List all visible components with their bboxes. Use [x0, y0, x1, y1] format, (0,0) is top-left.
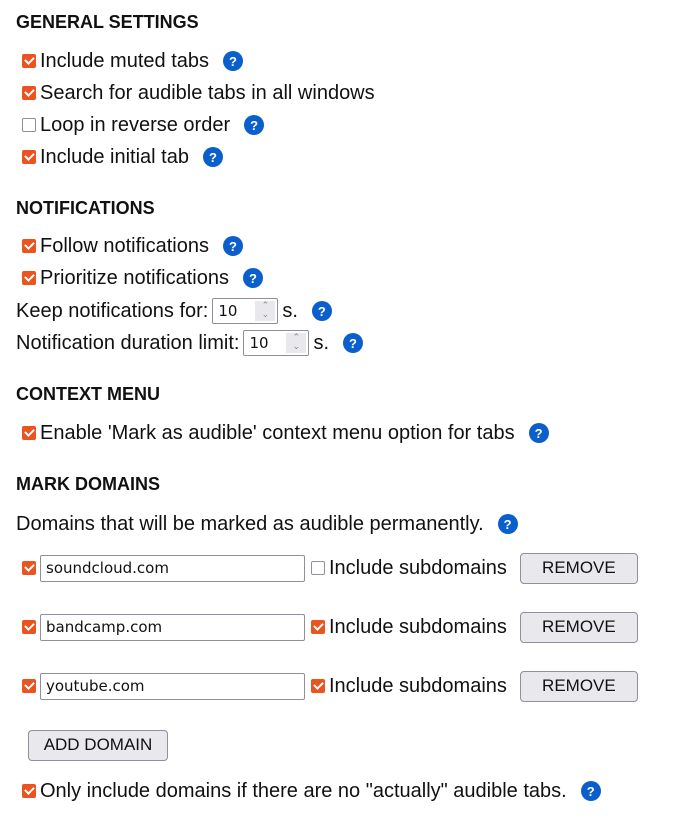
help-icon[interactable]: ? — [498, 514, 518, 534]
option-prioritize-notifications[interactable] — [16, 263, 263, 293]
checkbox[interactable] — [22, 54, 36, 68]
input-value: 10 — [249, 334, 269, 352]
option-label: Only include domains if there are no "actually" audible tabs. — [40, 779, 567, 802]
checkbox[interactable] — [22, 150, 36, 164]
option-label: Include initial tab — [40, 145, 189, 168]
remove-button[interactable]: REMOVE — [520, 671, 638, 702]
checkbox[interactable] — [22, 426, 36, 440]
notifications-heading: NOTIFICATIONS — [16, 198, 155, 218]
mark-domains-description — [16, 509, 518, 539]
keep-notifications-input[interactable] — [212, 298, 278, 324]
option-include-muted-tabs[interactable] — [16, 46, 243, 76]
subdomains-checkbox[interactable] — [311, 620, 325, 634]
domain-row — [16, 612, 638, 642]
option-loop-reverse[interactable] — [16, 110, 264, 140]
help-icon[interactable]: ? — [223, 51, 243, 71]
help-icon[interactable]: ? — [203, 147, 223, 167]
add-domain-button[interactable]: ADD DOMAIN — [28, 730, 168, 761]
limit-label: Notification duration limit: — [16, 331, 240, 354]
subdomains-checkbox[interactable] — [311, 561, 325, 575]
keep-label: Keep notifications for: — [16, 299, 209, 322]
remove-button[interactable]: REMOVE — [520, 553, 638, 584]
remove-button[interactable]: REMOVE — [520, 612, 638, 643]
description-text: Domains that will be marked as audible permanently. — [16, 512, 484, 535]
subdomains-label: Include subdomains — [329, 674, 507, 697]
subdomains-label: Include subdomains — [329, 615, 507, 638]
help-icon[interactable]: ? — [244, 115, 264, 135]
help-icon[interactable]: ? — [223, 236, 243, 256]
checkbox[interactable] — [22, 784, 36, 798]
domain-input[interactable]: youtube.com — [40, 673, 305, 700]
checkbox[interactable] — [22, 118, 36, 132]
checkbox[interactable] — [22, 86, 36, 100]
domain-enabled-checkbox[interactable] — [22, 620, 36, 634]
checkbox[interactable] — [22, 271, 36, 285]
spinner-icon[interactable]: ⌃ ⌄ — [286, 333, 306, 353]
duration-limit-row — [16, 328, 363, 358]
help-icon[interactable]: ? — [581, 781, 601, 801]
input-value: 10 — [218, 302, 238, 320]
help-icon[interactable]: ? — [343, 333, 363, 353]
general-settings-heading: GENERAL SETTINGS — [16, 12, 199, 32]
checkbox[interactable] — [22, 239, 36, 253]
option-label: Loop in reverse order — [40, 113, 231, 136]
context-menu-heading: CONTEXT MENU — [16, 384, 160, 404]
help-icon[interactable]: ? — [312, 301, 332, 321]
option-label: Enable 'Mark as audible' context menu option for tabs — [40, 421, 515, 444]
duration-limit-input[interactable] — [243, 330, 309, 356]
domain-input[interactable]: bandcamp.com — [40, 614, 305, 641]
domain-enabled-checkbox[interactable] — [22, 679, 36, 693]
subdomains-checkbox[interactable] — [311, 679, 325, 693]
option-label: Search for audible tabs in all windows — [40, 81, 375, 104]
help-icon[interactable]: ? — [529, 423, 549, 443]
subdomains-label: Include subdomains — [329, 556, 507, 579]
domain-enabled-checkbox[interactable] — [22, 561, 36, 575]
spinner-icon[interactable]: ⌃ ⌄ — [255, 301, 275, 321]
unit-label: s. — [313, 331, 329, 354]
help-icon[interactable]: ? — [243, 268, 263, 288]
option-label: Include muted tabs — [40, 49, 209, 72]
domain-row — [16, 671, 638, 701]
option-include-initial-tab[interactable] — [16, 142, 223, 172]
mark-domains-heading: MARK DOMAINS — [16, 474, 160, 494]
keep-notifications-row — [16, 296, 332, 326]
unit-label: s. — [282, 299, 298, 322]
add-domain-row — [28, 730, 168, 760]
option-search-all-windows[interactable] — [16, 78, 375, 108]
option-context-menu[interactable] — [16, 418, 549, 448]
domain-row — [16, 553, 638, 583]
domain-input[interactable]: soundcloud.com — [40, 555, 305, 582]
option-only-if-no-audible[interactable] — [16, 776, 601, 806]
option-label: Prioritize notifications — [40, 266, 229, 289]
option-label: Follow notifications — [40, 234, 209, 257]
option-follow-notifications[interactable] — [16, 231, 243, 261]
